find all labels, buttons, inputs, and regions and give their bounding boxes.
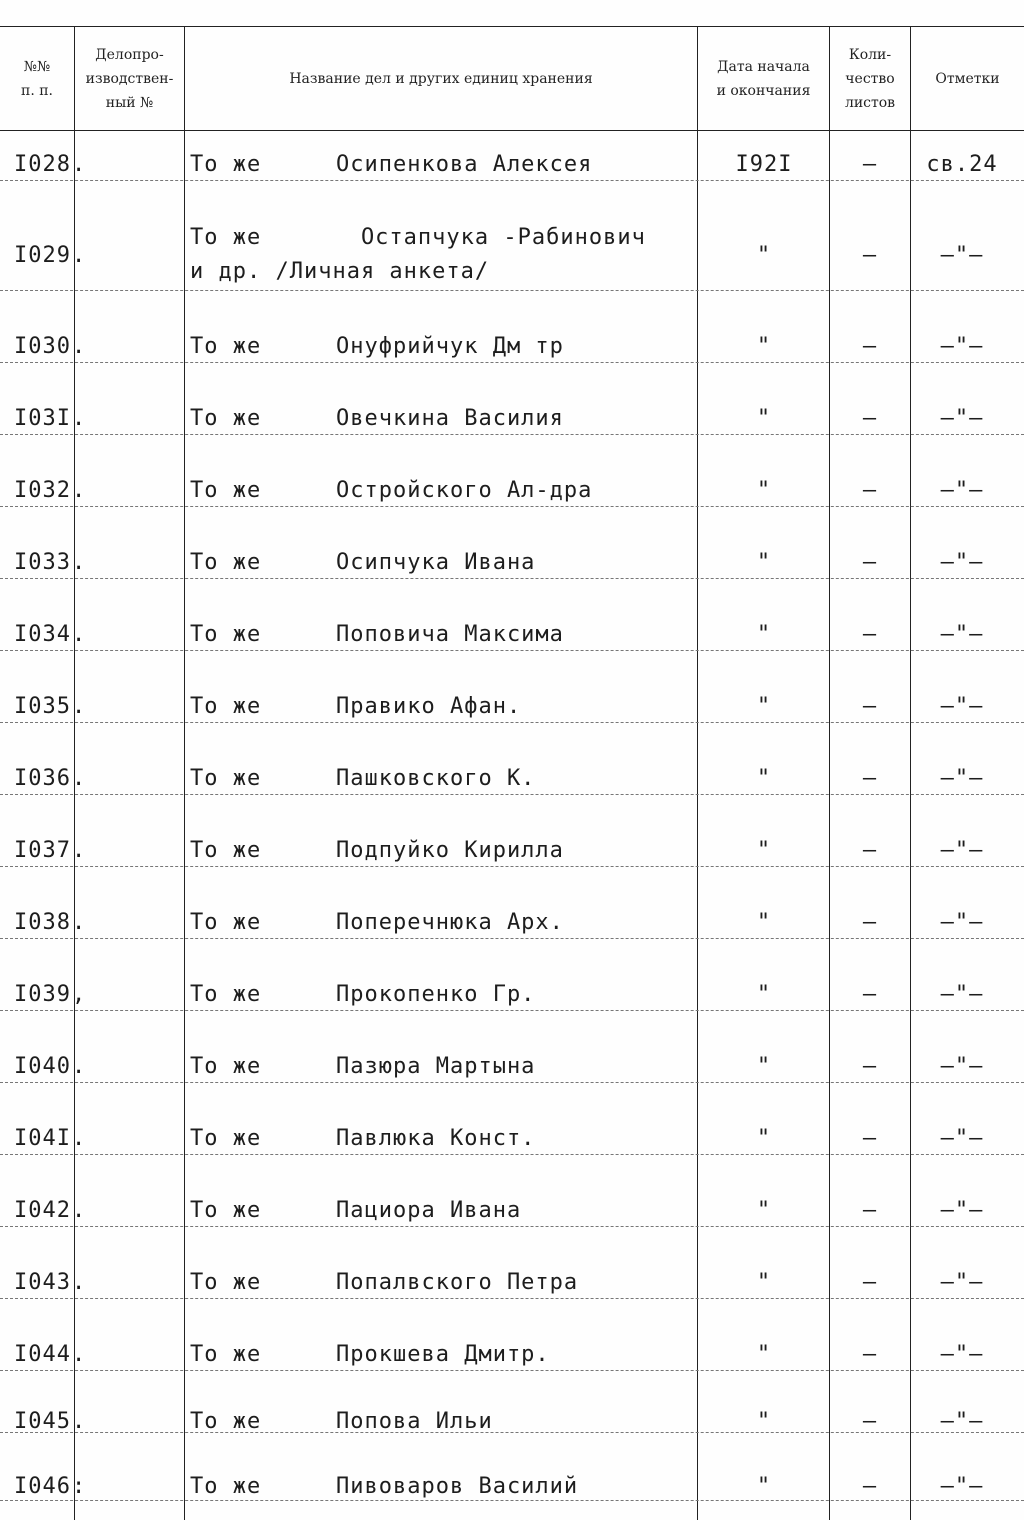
row-sheet-count: – [862,1269,878,1295]
row-name: Осипчука Ивана [336,549,536,575]
row-note: –"– [940,1341,984,1367]
row-number: I034 [14,621,71,647]
row-separator: . [72,151,87,177]
row-sheet-count: – [862,909,878,935]
row-separator: . [72,1341,87,1367]
row-separator: . [72,1197,87,1223]
row-note: св.24 [926,151,998,177]
row-note: –"– [940,981,984,1007]
row-separator: . [72,405,87,431]
row-number: I033 [14,549,71,575]
row-name: Осипенкова Алексея [336,151,593,177]
row-sheet-count: – [862,242,878,268]
row-sheet-count: – [862,621,878,647]
row-name: Попалвского Петра [336,1269,579,1295]
row-date: " [756,981,772,1007]
row-note: –"– [940,1473,984,1499]
row-number: I037 [14,837,71,863]
row-same-label: То же [190,1473,262,1499]
table-row [0,382,1024,454]
row-rule [0,180,1024,181]
row-date: " [756,837,772,863]
row-rule [0,1298,1024,1299]
row-number: I035 [14,693,71,719]
row-number: I030 [14,333,71,359]
row-same-label: То же [190,405,262,431]
row-separator: . [72,242,87,268]
row-sheet-count: – [862,1341,878,1367]
row-same-label: То же [190,333,262,359]
row-name: Правико Афан. [336,693,522,719]
table-row [0,1318,1024,1390]
row-note: –"– [940,477,984,503]
row-separator: . [72,549,87,575]
row-same-label: То же [190,981,262,1007]
row-number: I03I [14,405,71,431]
table-row [0,526,1024,598]
row-name: Пациора Ивана [336,1197,522,1223]
row-sheet-count: – [862,477,878,503]
row-rule [0,722,1024,723]
row-separator: . [72,765,87,791]
row-date: " [756,477,772,503]
row-same-label: То же [190,1269,262,1295]
row-title-block [190,200,690,310]
row-number: I042 [14,1197,71,1223]
table-row [0,886,1024,958]
row-same-label: То же [190,1341,262,1367]
row-title-line: и др. /Личная анкета/ [190,259,490,284]
row-separator: , [72,981,87,1007]
row-number: I038 [14,909,71,935]
row-date: " [756,1197,772,1223]
header-notes: Отметки [935,71,1000,87]
row-rule [0,578,1024,579]
row-note: –"– [940,1408,984,1434]
row-same-label: То же [190,621,262,647]
row-separator: . [72,1053,87,1079]
row-note: –"– [940,1269,984,1295]
row-number: I040 [14,1053,71,1079]
row-date: " [756,1269,772,1295]
row-sheet-count: – [862,1197,878,1223]
row-rule [0,866,1024,867]
row-same-label: То же [190,477,262,503]
table-row [0,1390,1024,1452]
row-number: I032 [14,477,71,503]
row-note: –"– [940,1125,984,1151]
header-title: Название дел и других единиц хранения [289,71,593,87]
row-same-label: То же [190,151,262,177]
row-separator: . [72,477,87,503]
row-rule [0,650,1024,651]
table-row [0,1246,1024,1318]
row-number: I028 [14,151,71,177]
row-sheet-count: – [862,1408,878,1434]
row-date: " [756,242,772,268]
row-sheet-count: – [862,1125,878,1151]
row-separator: . [72,621,87,647]
header-sheets: Коли- чество листов [844,47,896,111]
table-row [0,598,1024,670]
row-same-label: То же [190,549,262,575]
row-rule [0,794,1024,795]
row-name: Пашковского К. [336,765,536,791]
table-row [0,1030,1024,1102]
table-row [0,128,1024,200]
row-same-label: То же [190,837,262,863]
row-name: Овечкина Василия [336,405,564,431]
header-office-number: Делопро- изводствен- ный № [85,47,174,111]
row-separator: . [72,693,87,719]
table-row [0,814,1024,886]
row-same-label: То же [190,765,262,791]
row-date: " [756,333,772,359]
header-number: №№ п. п. [20,59,53,99]
row-sheet-count: – [862,981,878,1007]
row-date: " [756,693,772,719]
table-row [0,958,1024,1030]
row-rule [0,1226,1024,1227]
row-number: I044 [14,1341,71,1367]
row-sheet-count: – [862,549,878,575]
row-name: Павлюка Конст. [336,1125,536,1151]
row-rule [0,1154,1024,1155]
row-date: " [756,1341,772,1367]
table-row [0,1102,1024,1174]
row-separator: . [72,1125,87,1151]
table-row [0,670,1024,742]
row-sheet-count: – [862,693,878,719]
row-rule [0,362,1024,363]
row-name: Подпуйко Кирилла [336,837,564,863]
row-name: Прокопенко Гр. [336,981,536,1007]
row-same-label: То же [190,909,262,935]
row-same-label: То же [190,693,262,719]
row-separator: . [72,837,87,863]
row-same-label: То же [190,1408,262,1434]
row-number: I04I [14,1125,71,1151]
row-sheet-count: – [862,837,878,863]
row-separator: : [72,1473,87,1499]
row-separator: . [72,1408,87,1434]
row-same-label: То же [190,1197,262,1223]
row-note: –"– [940,333,984,359]
row-note: –"– [940,909,984,935]
row-note: –"– [940,693,984,719]
table-row [0,454,1024,526]
row-sheet-count: – [862,405,878,431]
row-date: " [756,1053,772,1079]
row-note: –"– [940,549,984,575]
row-date: " [756,909,772,935]
row-rule [0,938,1024,939]
row-sheet-count: – [862,1053,878,1079]
row-separator: . [72,909,87,935]
row-sheet-count: – [862,333,878,359]
row-sheet-count: – [862,1473,878,1499]
row-note: –"– [940,765,984,791]
row-rule [0,290,1024,291]
row-name: Онуфрийчук Дм тр [336,333,564,359]
row-name: Поперечнюка Арх. [336,909,564,935]
row-name: Пазюра Мартына [336,1053,536,1079]
table-row [0,200,1024,310]
row-same-label: То же [190,1053,262,1079]
row-number: I039 [14,981,71,1007]
header-dates: Дата начала и окончания [716,59,811,99]
row-name: Поповича Максима [336,621,564,647]
row-note: –"– [940,1053,984,1079]
row-rule [0,1500,1024,1501]
row-number: I043 [14,1269,71,1295]
row-date: " [756,549,772,575]
row-date: " [756,765,772,791]
row-note: –"– [940,837,984,863]
row-name: Прокшева Дмитр. [336,1341,550,1367]
row-name: Попова Ильи [336,1408,493,1434]
table-row [0,1452,1024,1520]
row-title-line: То же Остапчука -Рабинович [190,225,646,250]
row-number: I045 [14,1408,71,1434]
table-row [0,742,1024,814]
table-row [0,310,1024,382]
row-date: " [756,1125,772,1151]
row-rule [0,1432,1024,1433]
row-sheet-count: – [862,151,878,177]
row-rule [0,1010,1024,1011]
row-rule [0,1370,1024,1371]
row-date: " [756,621,772,647]
row-number: I029 [14,242,71,268]
row-date: " [756,1473,772,1499]
row-note: –"– [940,1197,984,1223]
row-separator: . [72,1269,87,1295]
row-rule [0,1082,1024,1083]
table-row [0,1174,1024,1246]
row-separator: . [72,333,87,359]
row-number: I036 [14,765,71,791]
row-note: –"– [940,405,984,431]
table-top-border [0,26,1024,27]
row-date: " [756,405,772,431]
row-date: " [756,1408,772,1434]
row-number: I046 [14,1473,71,1499]
row-same-label: То же [190,1125,262,1151]
row-date: I92I [735,151,793,177]
row-name: Пивоваров Василий [336,1473,579,1499]
row-name: Остройского Ал-дра [336,477,593,503]
row-sheet-count: – [862,765,878,791]
row-rule [0,506,1024,507]
row-note: –"– [940,621,984,647]
row-rule [0,434,1024,435]
row-note: –"– [940,242,984,268]
